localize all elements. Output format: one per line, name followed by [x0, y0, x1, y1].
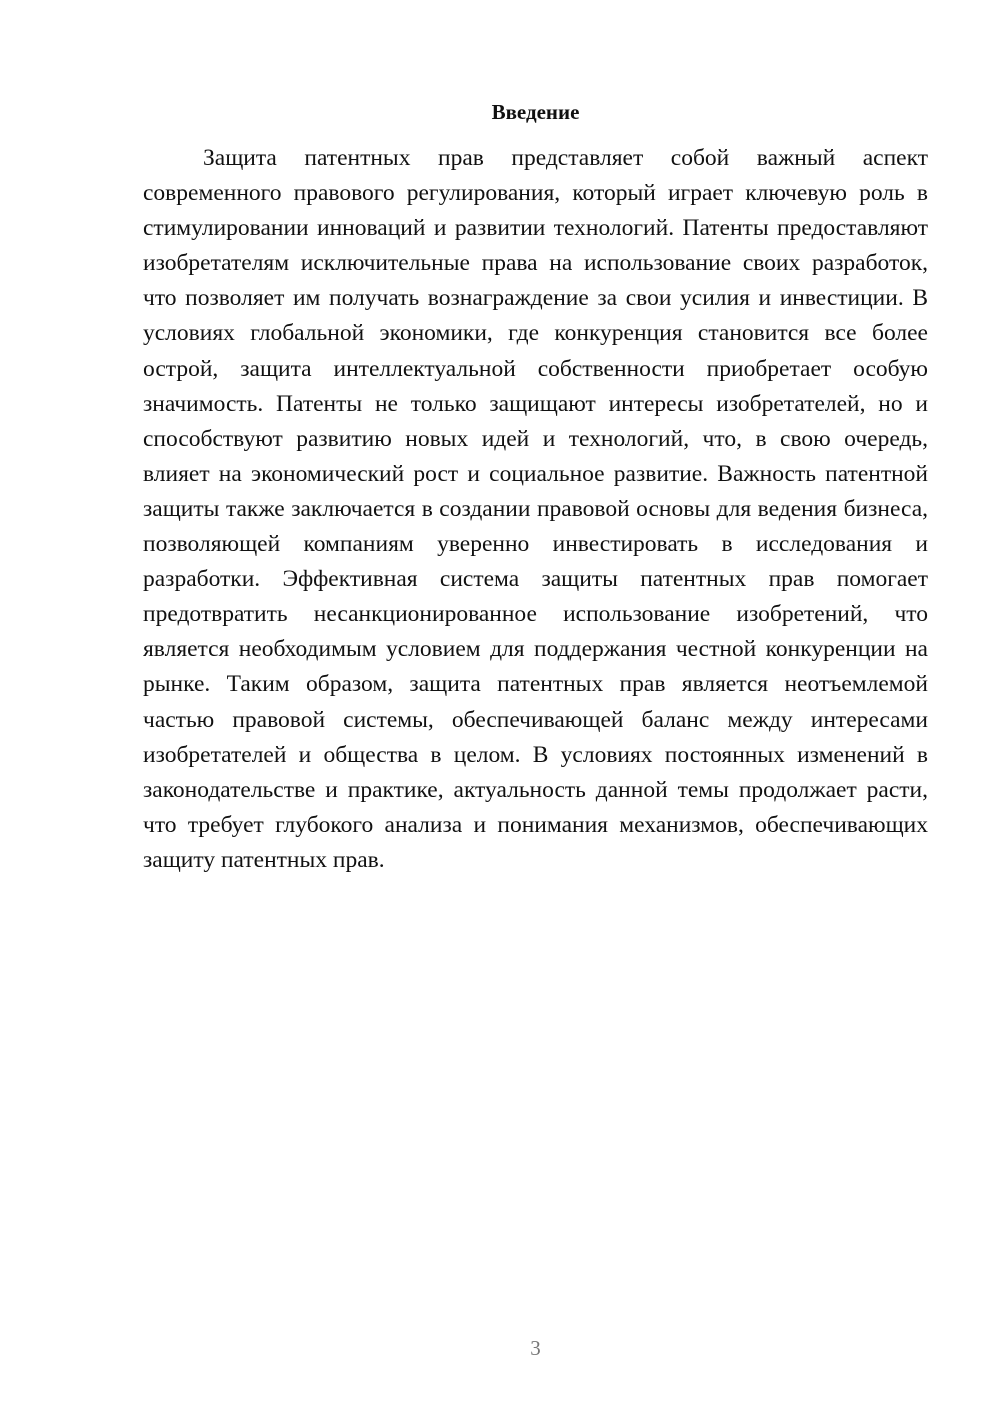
section-heading: Введение	[491, 100, 580, 124]
body-paragraph: Защита патентных прав представляет собой важный аспект современного правового регулирования, который играет ключевую роль в стимулировании инноваций и развитии технологий. Патенты предоставляют изобретателям исключительные права на использование своих разработок, что позволяет им получать вознаграждение за свои усилия и инвестиции. В условиях глобальной экономики, где конкуренция становится все более острой, защита интеллектуальной собственности приобретает особую значимость. Патенты не только защищают интересы изобретателей, но и способствуют развитию новых идей и технологий, что, в свою очередь, влияет на экономический рост и социальное развитие. Важность патентной защиты также заключается в создании правовой основы для ведения бизнеса, позволяющей компаниям уверенно инвестировать в исследования и разработки. Эффективная система защиты патентных прав помогает предотвратить несанкционированное использование изобретений, что является необходимым условием для поддержания честной конкуренции на рынке. Таким образом, защита патентных прав является неотъемлемой частью правовой системы, обеспечивающей баланс между интересами изобретателей и общества в целом. В условиях постоянных изменений в законодательстве и практике, актуальность данной темы продолжает расти, что требует глубокого анализа и понимания механизмов, обеспечивающих защиту патентных прав.	[143, 145, 928, 873]
page-number: 3	[530, 1336, 541, 1360]
